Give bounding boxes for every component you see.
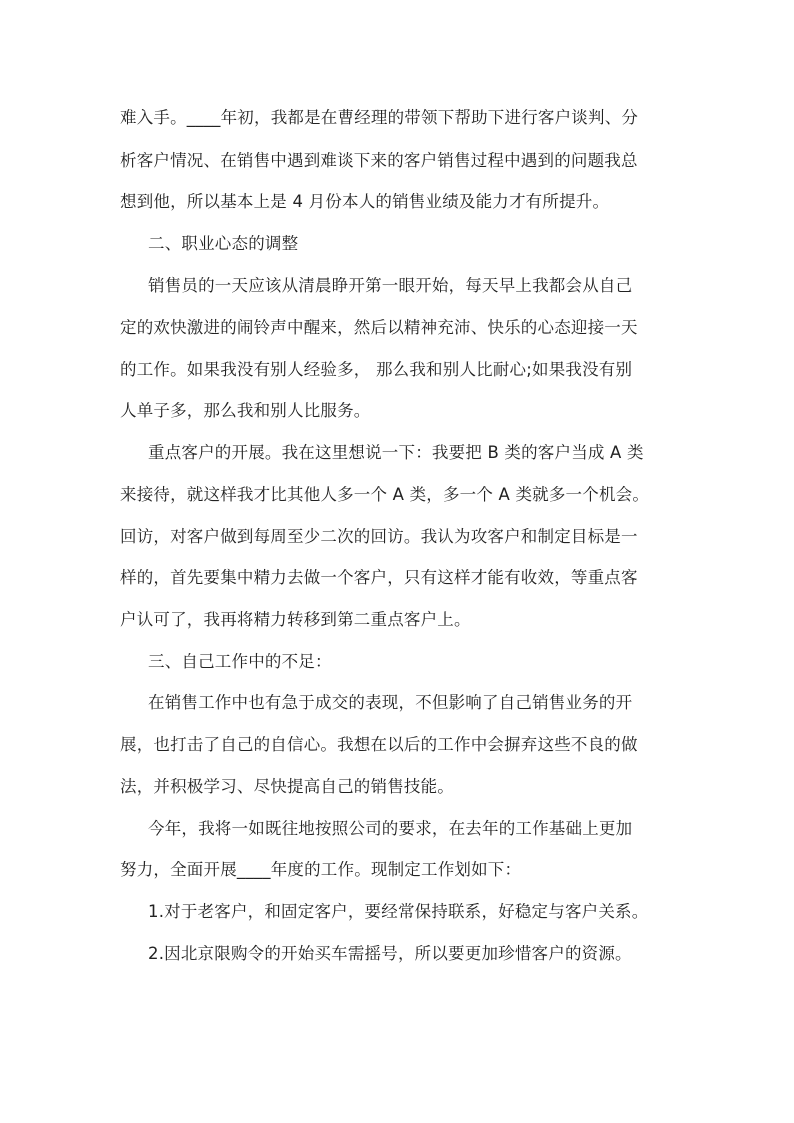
text-line: 析客户情况、在销售中遇到难谈下来的客户销售过程中遇到的问题我总 <box>120 151 638 170</box>
list-item: 1.对于老客户，和固定客户，要经常保持联系，好稳定与客户关系。 <box>148 902 649 921</box>
text-line: 来接待，就这样我才比其他人多一个 A 类，多一个 A 类就多一个机会。 <box>120 485 650 504</box>
text-line: 的工作。如果我没有别人经验多， 那么我和别人比耐心;如果我没有别 <box>120 360 633 379</box>
text-line: 展，也打击了自己的自信心。我想在以后的工作中会摒弃这些不良的做 <box>120 735 638 754</box>
section-heading: 二、职业心态的调整 <box>148 234 299 253</box>
text-line: 法，并积极学习、尽快提高自己的销售技能。 <box>120 777 454 796</box>
text-line: 重点客户的开展。我在这里想说一下：我要把 B 类的客户当成 A 类 <box>148 443 644 462</box>
list-item: 2.因北京限购令的开始买车需摇号，所以要更加珍惜客户的资源。 <box>148 944 632 963</box>
text-line: 想到他，所以基本上是 4 月份本人的销售业绩及能力才有所提升。 <box>120 192 610 211</box>
text-line: 销售员的一天应该从清晨睁开第一眼开始，每天早上我都会从自己 <box>148 276 633 295</box>
text-line: 难入手。____年初，我都是在曹经理的带领下帮助下进行客户谈判、分 <box>120 108 639 127</box>
text-line: 回访，对客户做到每周至少二次的回访。我认为攻客户和制定目标是一 <box>120 527 638 546</box>
text-line: 定的欢快激进的闹铃声中醒来，然后以精神充沛、快乐的心态迎接一天 <box>120 318 638 337</box>
text-line: 人单子多，那么我和别人比服务。 <box>120 401 371 420</box>
text-line: 努力，全面开展____年度的工作。现制定工作划如下： <box>120 860 522 879</box>
text-line: 户认可了，我再将精力转移到第二重点客户上。 <box>120 610 471 629</box>
text-line: 样的，首先要集中精力去做一个客户，只有这样才能有收效，等重点客 <box>120 568 638 587</box>
text-line: 今年，我将一如既往地按照公司的要求，在去年的工作基础上更加 <box>148 819 633 838</box>
text-line: 在销售工作中也有急于成交的表现，不但影响了自己销售业务的开 <box>148 693 633 712</box>
section-heading: 三、自己工作中的不足： <box>148 652 332 671</box>
